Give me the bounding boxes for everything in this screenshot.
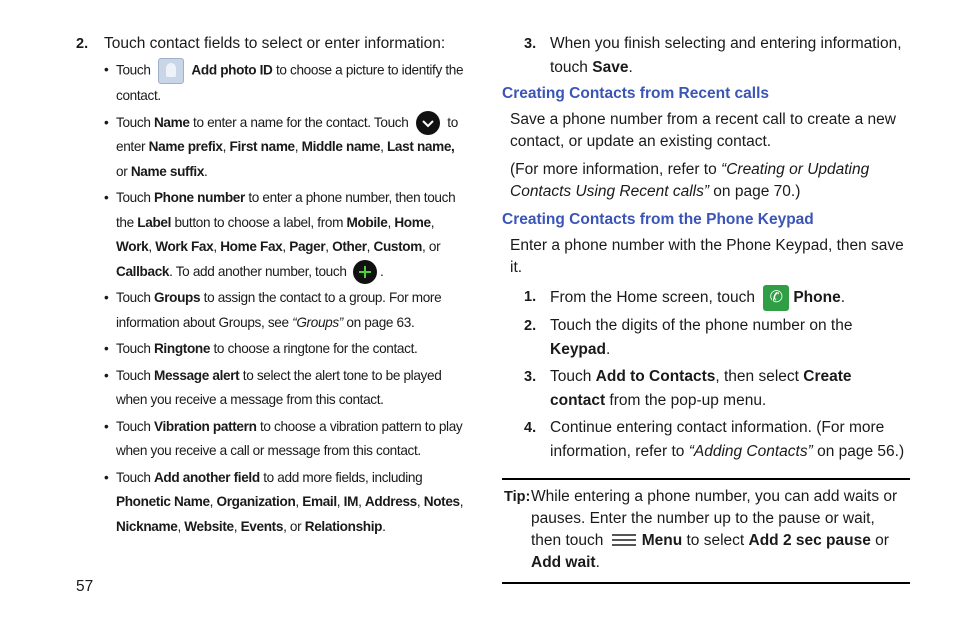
bullet-add-photo: • Touch Add photo ID to choose a picture to identify the contact. xyxy=(104,58,468,109)
chevron-down-icon xyxy=(416,111,440,135)
keypad-step-3: 3. Touch Add to Contacts, then select Create contact from the pop-up menu. xyxy=(524,368,852,409)
bullet-message-alert: • Touch Message alert to select the alert tone to be played when you receive a message from this contact. xyxy=(104,364,468,413)
bullet-name: • Touch Name to enter a name for the contact. Touch to enter Name prefix, First name, Middle name, Last name, or Name suffix. xyxy=(104,111,468,185)
step-2 xyxy=(76,32,468,56)
bullet-add-another-field: • Touch Add another field to add more fields, including Phonetic Name, Organization, Email, IM, Address, Notes, Nickname, Website, Events, or Relationship. xyxy=(104,466,468,540)
field-list xyxy=(76,58,468,539)
bullet-ringtone: • Touch Ringtone to choose a ringtone for the contact. xyxy=(104,337,468,362)
paragraph-phone-keypad: Enter a phone number with the Phone Keypad, then save it. xyxy=(510,237,904,276)
plus-icon xyxy=(353,260,377,284)
tip-body: While entering a phone number, you can add waits or pauses. Enter the number up to the pause or wait, then touch Menu to select Add 2 sec pause or Add wait. xyxy=(531,488,898,571)
left-column xyxy=(76,32,468,541)
keypad-step-4: 4. Continue entering contact information. (For more information, refer to “Adding Contacts” on page 56.) xyxy=(524,419,905,460)
page-number: 57 xyxy=(76,578,94,595)
phone-icon: ✆ xyxy=(763,285,789,311)
tip-label: Tip: xyxy=(504,489,531,505)
keypad-step-2: 2. Touch the digits of the phone number on the Keypad. xyxy=(524,317,853,358)
step-number: 2. xyxy=(76,36,89,52)
step-text: Touch contact fields to select or enter information: xyxy=(104,35,446,52)
bullet-vibration: • Touch Vibration pattern to choose a vibration pattern to play when you receive a call or message from this contact. xyxy=(104,415,468,464)
paragraph-recent-calls: Save a phone number from a recent call to create a new contact, or update an existing contact. xyxy=(510,111,896,150)
menu-icon xyxy=(612,534,636,548)
contact-photo-icon xyxy=(158,58,184,84)
step-3: 3. When you finish selecting and entering information, touch Save. xyxy=(524,35,902,76)
heading-recent-calls: Creating Contacts from Recent calls xyxy=(502,85,770,102)
bullet-groups: • Touch Groups to assign the contact to a group. For more information about Groups, see “Groups” on page 63. xyxy=(104,286,468,335)
keypad-step-1: 1. From the Home screen, touch ✆ Phone. xyxy=(502,285,910,311)
tip-box xyxy=(502,478,910,584)
paragraph-recent-calls-ref: (For more information, refer to “Creating or Updating Contacts Using Recent calls” on page 70.) xyxy=(510,161,870,200)
bullet-phone-number: • Touch Phone number to enter a phone number, then touch the Label button to choose a label, from Mobile, Home, Work, Work Fax, Home Fax, Pager, Other, Custom, or Callback. To add another number, touch . xyxy=(104,186,468,284)
add-photo-label: Add photo ID xyxy=(191,62,273,78)
heading-phone-keypad: Creating Contacts from the Phone Keypad xyxy=(502,211,814,228)
right-column xyxy=(502,32,910,584)
